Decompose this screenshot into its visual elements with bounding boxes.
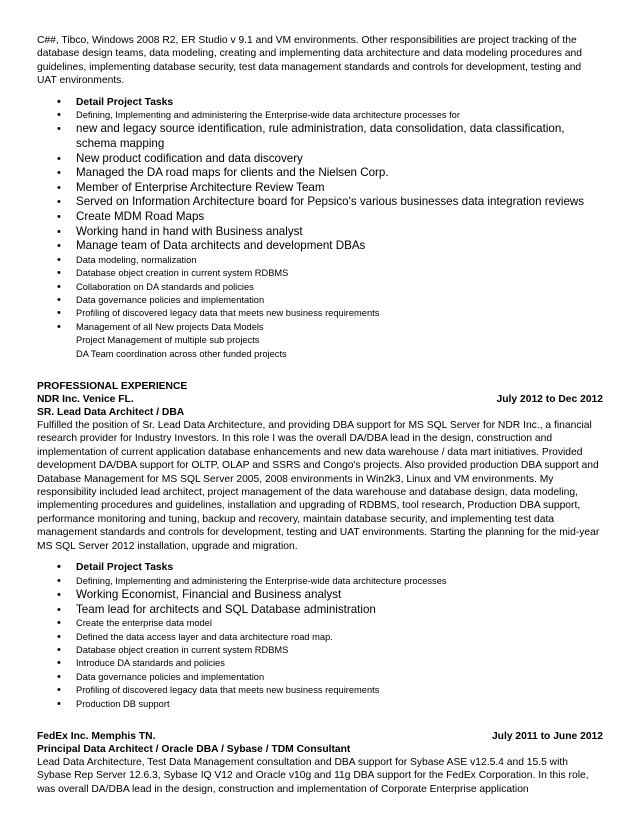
list-item: • Profiling of discovered legacy data that meets new business requirements [37,307,603,320]
company-name: FedEx Inc. Memphis TN. [37,730,156,742]
list-item-text: • Management of all New projects Data Models [76,321,264,332]
list-item: • Production DB support [37,698,603,711]
list-item-subline: DA Team coordination across other funded projects [76,348,287,359]
list-item: • Manage team of Data architects and development DBAs [37,239,603,254]
job-header-row [37,730,603,743]
list-item: • Managed the DA road maps for clients and the Nielsen Corp. [37,166,603,181]
task-list-2 [37,561,603,711]
list-item: • Introduce DA standards and policies [37,657,603,670]
list-item: • new and legacy source identification, rule administration, data consolidation, data classification, schema mapping [37,122,603,151]
job-header-row [37,393,603,406]
resume-page [37,34,603,796]
list-item: • Data modeling, normalization [37,254,603,267]
section-heading: PROFESSIONAL EXPERIENCE [37,381,188,393]
list-item: • Team lead for architects and SQL Database administration [37,603,603,618]
list-item: • New product codification and data discovery [37,152,603,167]
list-item: • Collaboration on DA standards and policies [37,281,603,294]
list-item: • Create MDM Road Maps [37,210,603,225]
job-dates: July 2012 to Dec 2012 [496,394,603,406]
job-description: Fulfilled the position of Sr. Lead Data Architecture, and providing DBA support for MS SQL Server for NDR Inc., a financial research provider for Industry Investors. In this role I was the overall DA/DBA lead in the design, construction and implementation of current application database enhancements and new data warehouse / data mart initiatives. Provided development DA/DBA support for OLTP, OLAP and SSRS and Congo's projects. Also provided production DBA support and Database Management for MS SQL Server 2005, 2008 environments in Win2k3, Linux and VM environments. My responsibility included lead architect, project management of the data warehouse and database design, data modeling, implementing procedures and guidelines, installation and upgrading of RDBMS, tool research, Production DBA support, performance monitoring and tuning, backup and recovery, maintain database security, and implementing test data management standards and controls for development, testing and UAT environments. Starting the planning for the mid-year MS SQL Server 2012 installation, upgrade and migration. [37,420,600,552]
job-dates: July 2011 to June 2012 [491,730,603,742]
list-item: • Served on Information Architecture board for Pepsico's various businesses data integration reviews [37,195,603,210]
list-item: • Database object creation in current system RDBMS [37,644,603,657]
list-item: • Member of Enterprise Architecture Review Team [37,181,603,196]
list-item: • Defining, Implementing and administering the Enterprise-wide data architecture processes for [37,109,603,122]
list-item: • Create the enterprise data model [37,617,603,630]
intro-paragraph: C##, Tibco, Windows 2008 R2, ER Studio v 9.1 and VM environments. Other responsibilities are project tracking of the database design teams, data modeling, creating and implementing data architecture and data modeling procedures and guidelines, implementing database security, test data management standards and controls for development, testing and UAT environments. [37,35,582,87]
list-item: • Profiling of discovered legacy data that meets new business requirements [37,684,603,697]
job-description: Lead Data Architecture, Test Data Management consultation and DBA support for Sybase ASE v12.5.4 and 15.5 with Sybase Rep Server 12.6.3, Sybase IQ V12 and Oracle v10g and 11g DBA support for the FedEx Corporation. In this role, was overall DA/DBA lead in the design, construction and implementation of Corporate Enterprise application [37,756,589,795]
company-name: NDR Inc. Venice FL. [37,394,134,406]
job-title: SR. Lead Data Architect / DBA [37,407,185,419]
list-item: • Working hand in hand with Business analyst [37,225,603,240]
list-item: • Data governance policies and implementation [37,294,603,307]
list-item: • Defined the data access layer and data architecture road map. [37,631,603,644]
list-item: • Defining, Implementing and administering the Enterprise-wide data architecture processes [37,575,603,588]
job-title: Principal Data Architect / Oracle DBA / Sybase / TDM Consultant [37,743,351,755]
list-item: • Detail Project Tasks [37,96,603,109]
list-item: • Database object creation in current system RDBMS [37,267,603,280]
list-item-subline: Project Management of multiple sub projects [76,335,260,346]
task-list-1 [37,96,603,361]
list-item: • Data governance policies and implementation [37,671,603,684]
list-item [37,321,603,361]
list-item: • Working Economist, Financial and Business analyst [37,588,603,603]
list-item: • Detail Project Tasks [37,561,603,574]
